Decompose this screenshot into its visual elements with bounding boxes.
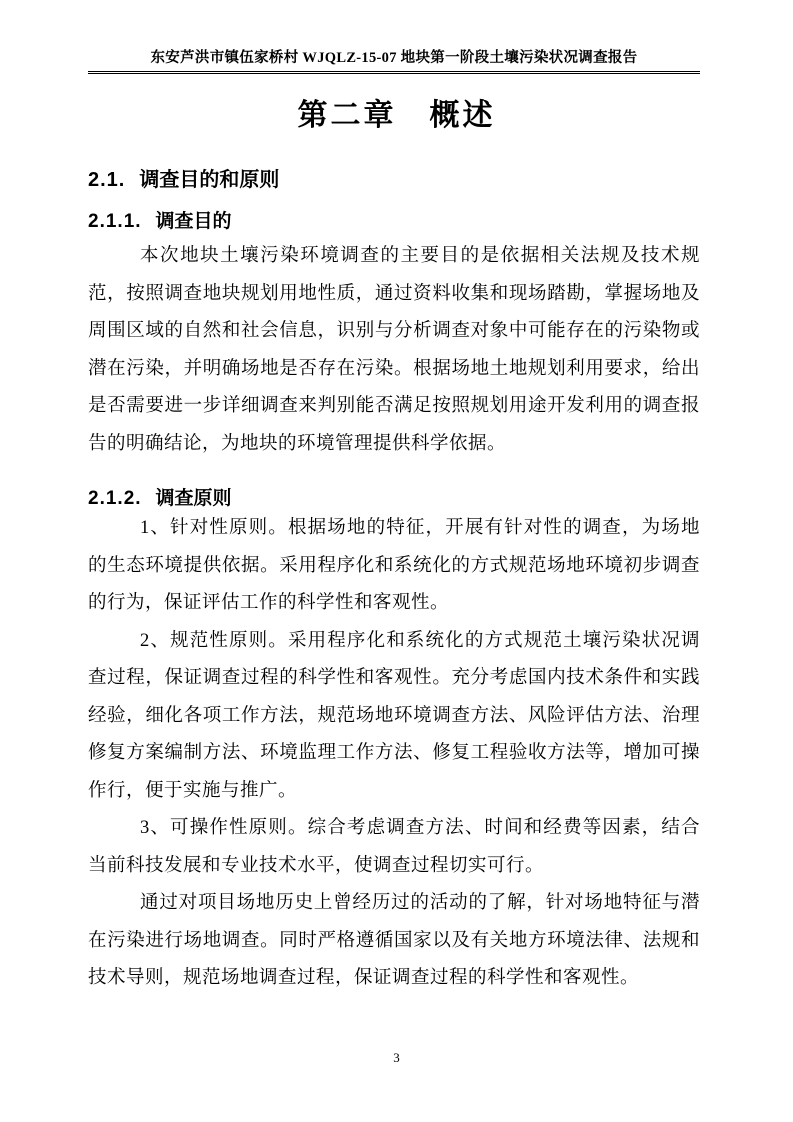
running-header: 东安芦洪市镇伍家桥村 WJQLZ-15-07 地块第一阶段土壤污染状况调查报告 [150,50,638,66]
page-number: 3 [393,1050,400,1065]
subsection-label: 调查原则 [155,488,232,509]
paragraph-principle-3: 3、可操作性原则。综合考虑调查方法、时间和经费等因素，结合当前科技发展和专业技术水平，使调查过程切实可行。 [88,818,700,876]
paragraph-principle-2: 2、规范性原则。采用程序化和系统化的方式规范土壤污染状况调查过程，保证调查过程的科学性和客观性。充分考虑国内技术条件和实践经验，细化各项工作方法，规范场地环境调查方法、风险评估方法、治理修复方案编制方法、环境监理工作方法、修复工程验收方法等，增加可操作行，便于实施与推广。 [88,630,700,801]
paragraph-principle-1: 1、针对性原则。根据场地的特征，开展有针对性的调查，为场地的生态环境提供依据。采用程序化和系统化的方式规范场地环境初步调查的行为，保证评估工作的科学性和客观性。 [88,518,700,613]
subsection-heading-2-1-2 [88,483,232,510]
subsection-2-1-2-body [88,510,700,998]
section-label: 调查目的和原则 [139,169,280,191]
subsection-heading-2-1-1 [88,206,232,233]
subsection-number: 2.1.2. [88,488,142,509]
paragraph: 本次地块土壤污染环境调查的主要目的是依据相关法规及技术规范，按照调查地块规划用地性质，通过资料收集和现场踏勘，掌握场地及周围区域的自然和社会信息，识别与分析调查对象中可能存在的污染物或潜在污染，并明确场地是否存在污染。根据场地土地规划利用要求，给出是否需要进一步详细调查来判别能否满足按照规划用途开发利用的调查报告的明确结论，为地块的环境管理提供科学依据。 [88,246,700,454]
section-heading-2-1 [88,163,279,192]
section-number: 2.1. [88,169,126,191]
chapter-title: 第二章 概述 [297,99,496,132]
header-divider-double-rule [88,71,700,74]
subsection-2-1-1-body [88,238,700,463]
subsection-label: 调查目的 [155,211,232,232]
paragraph-closing: 通过对项目场地历史上曾经历过的活动的了解，针对场地特征与潜在污染进行场地调查。同时严格遵循国家以及有关地方环境法律、法规和技术导则，规范场地调查过程，保证调查过程的科学性和客观性。 [88,893,700,988]
subsection-number: 2.1.1. [88,211,142,232]
